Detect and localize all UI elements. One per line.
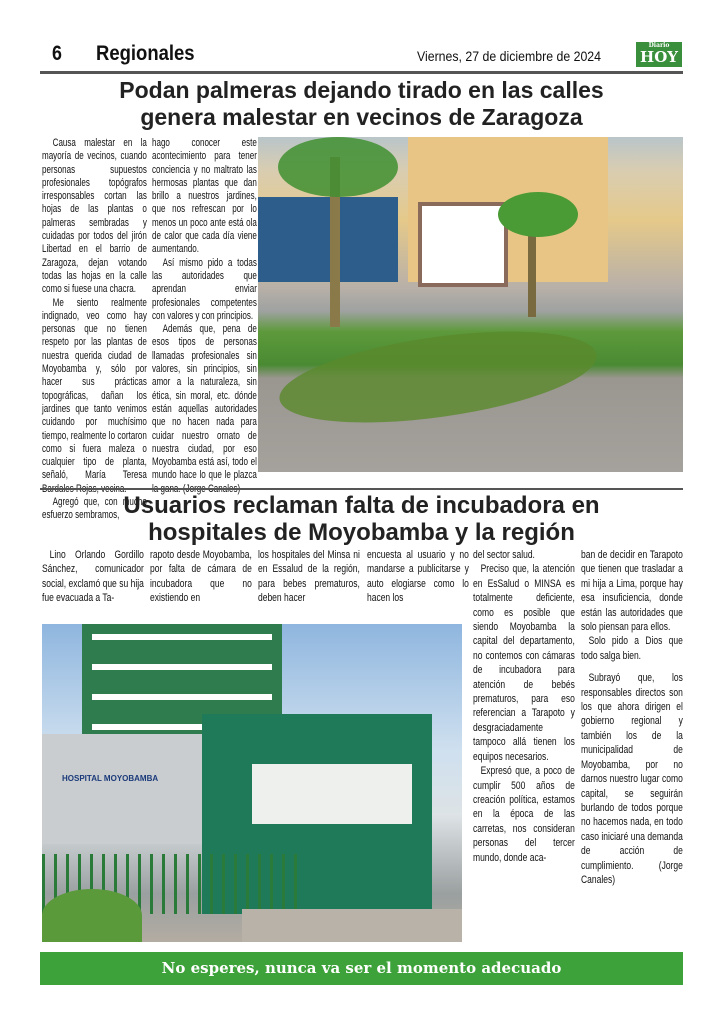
paragraph: Agregó que, con mucho esfuerzo sembramos, <box>42 496 147 522</box>
headline-line: hospitales de Moyobamba y la región <box>148 519 575 546</box>
article2-column-1 <box>42 548 144 606</box>
headline-line: Usuarios reclaman falta de incubadora en <box>123 492 600 519</box>
paragraph: Lino Orlando Gordillo Sánchez, comunicador social, exclamó que su hija fue evacuada a Ta- <box>42 549 144 605</box>
footer-banner: No esperes, nunca va ser el momento adecuado <box>40 952 683 985</box>
paragraph: Además que, pena de esos tipos de personas llamadas profesionales sin valores, sin principios, sin amor a la naturaleza, sin ética, sin moral, etc. dónde están aquellas autoridades que no hacen nada para cuidar nuestro ornato de nuestra ciudad, por eso Moyobamba está así, todo el mundo hace lo que le plazca <box>152 323 257 482</box>
article1-column-1 <box>42 137 147 523</box>
headline-line: genera malestar en vecinos de Zaragoza <box>140 104 583 130</box>
paragraph: encuesta al usuario y no mandarse a publicitarse y auto elogiarse como lo hacen los <box>367 549 469 605</box>
article2-headline <box>40 492 683 546</box>
section-title: Regionales <box>96 42 195 65</box>
article1-column-2 <box>152 137 257 496</box>
paragraph: los hospitales del Minsa ni en Essalud de la región, para bebes prematuros, deben hacer <box>258 549 360 605</box>
paragraph: Así mismo pido a todas las autoridades que aprendan enviar profesionales competentes con valores y con principios. <box>152 256 257 322</box>
paragraph: del sector salud. <box>473 549 535 561</box>
article2-column-5 <box>473 548 575 865</box>
paragraph: Solo pido a Dios que todo salga bien. <box>581 635 683 662</box>
logo-small-text: Diario <box>648 42 670 49</box>
paragraph: Subrayó que, los responsables directos son los que ahora dirigen el gobierno regional y también los de la municipalidad de Moyobamba, por no darnos nuestro lugar como capital, se seguirán burlando de todos porque no hacemos nada, en todo caso iniciaré una demanda de acción de cumplimiento. (Jorge Canales) <box>581 672 683 886</box>
page-number: 6 <box>52 42 62 65</box>
article2-column-4 <box>367 548 469 606</box>
paragraph: Me siento realmente indignado, veo como hay personas que no tienen respeto por las plantas de nuestra querida ciudad de Moyobamba y, sólo por hacer sus prácticas topográficas, dañan los jardines que tanto venimos cuidando por muchísimo tiempo, realmente lo cortaron como si fuera maleza o cualquier tipo de planta, señaló, María Teresa <box>42 296 147 482</box>
article-divider <box>40 488 683 490</box>
headline-line: Podan palmeras dejando tirado en las calles <box>119 77 604 103</box>
paragraph: ban de decidir en Tarapoto que tienen que trasladar a mi hija a Lima, porque hay esa insuficiencia, donde están las autoridades que solo piensan para ellos. <box>581 549 683 634</box>
issue-date: Viernes, 27 de diciembre de 2024 <box>417 48 602 64</box>
newspaper-logo <box>636 42 682 67</box>
header-rule <box>40 71 683 74</box>
paragraph: rapoto desde Moyobamba, por falta de cámara de incubadora que no existiendo en <box>150 549 252 605</box>
article2-column-3 <box>258 548 360 606</box>
hospital-sign: HOSPITAL MOYOBAMBA <box>62 774 159 783</box>
article2-column-6 <box>581 548 683 887</box>
paragraph: hago conocer este acontecimiento para tener conciencia y no maltrato las hermosas plantas que dan brillo a nuestros jardines, que nos refrescan por lo menos un poco ante está ola de calor que cada día viene aumentando. <box>152 137 257 256</box>
article1-headline <box>40 77 683 131</box>
hospital-photo <box>42 624 462 942</box>
paragraph: Causa malestar en la mayoría de vecinos, cuando personas supuestos profesionales topógrafos irresponsables cortan las hojas de las plantas o palmeras sembradas y cuidadas por todos del jirón Libertad en el barrio de Zaragoza, dejan votando todas las hojas en la calle como si fuese una chacra. <box>42 137 147 296</box>
logo-big-text: HOY <box>640 48 678 66</box>
paragraph: Preciso que, la atención en EsSalud o MINSA es totalmente deficiente, como es posible que siendo Moyobamba la capital del departamento, no contemos con cámaras de incubadora para atención de bebés prematuros, para eso referencian a Tarapoto y desgraciadamente tampoco allá tienen los equipos necesarios. <box>473 563 575 763</box>
article2-column-2 <box>150 548 252 606</box>
paragraph: Expresó que, a poco de cumplir 500 años de creación política, estamos en la época de las carretas, nos consideran personas del tercer mundo, donde aca- <box>473 765 575 864</box>
palm-trees-photo <box>258 137 683 472</box>
